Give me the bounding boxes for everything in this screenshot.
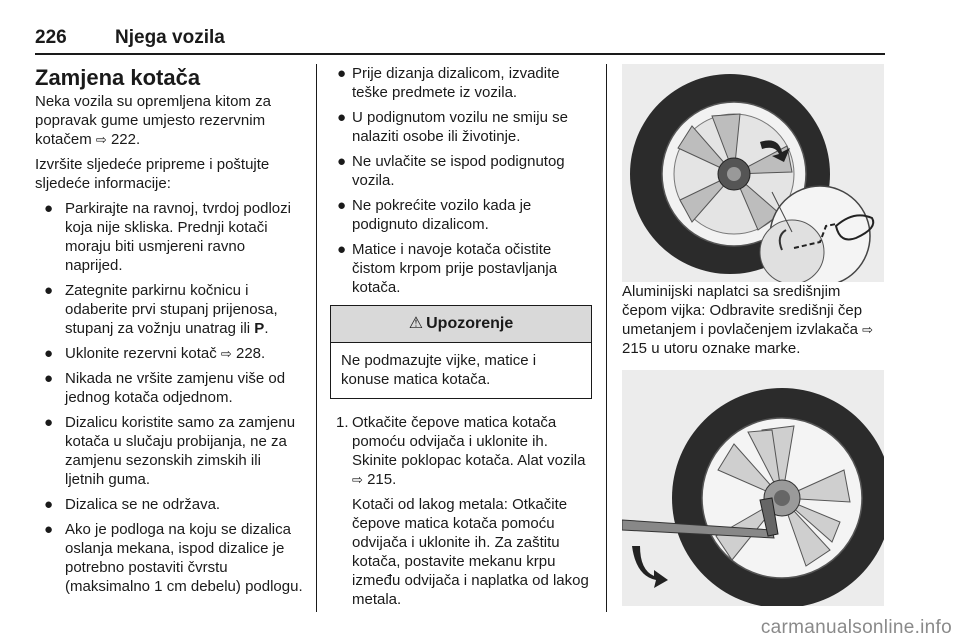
list-item: ● Dizalicu koristite samo za zamjenu kotača u slučaju probijanja, ne za zamjenu sezonskih zimskih ili ljetnih guma. (44, 414, 296, 488)
bullet-icon: ● (44, 282, 54, 299)
bullet-icon: ● (337, 241, 347, 258)
list-item: ● U podignutom vozilu ne smiju se nalaziti osobe ili životinje. (337, 109, 568, 145)
bullet-icon: ● (44, 414, 54, 431)
prep-paragraph: Izvršite sljedeće pripreme i poštujte sljedeće informacije: (35, 156, 270, 192)
list-item: ● Zategnite parkirnu kočnicu i odaberite prvi stupanj prijenosa, stupanj za vožnju unatrag ili P. (44, 282, 278, 337)
bullet-icon: ● (337, 65, 347, 82)
section-heading: Zamjena kotača (35, 65, 201, 90)
left-column (35, 64, 303, 602)
gear-letter: P (254, 320, 265, 337)
cross-reference-arrow-icon: ⇨ (862, 322, 874, 337)
bullet-icon: ● (337, 153, 347, 170)
list-item: ● Parkirajte na ravnoj, tvrdoj podlozi koja nije skliska. Prednji kotači moraju biti usmjereni ravno naprijed. (44, 200, 291, 274)
list-item: ● Ne pokrećite vozilo kada je podignuto dizalicom. (337, 197, 532, 233)
warning-title: Upozorenje (426, 315, 514, 332)
bullet-icon: ● (44, 521, 54, 538)
step-number: 1. (336, 414, 349, 431)
bullet-icon: ● (44, 496, 54, 513)
warning-triangle-icon: ⚠ (408, 315, 424, 332)
column-divider-left (316, 64, 317, 612)
page-title: Njega vozila (115, 27, 225, 48)
warning-header (331, 306, 591, 343)
cross-reference-arrow-icon: ⇨ (95, 132, 107, 147)
cross-reference-arrow-icon: ⇨ (352, 472, 363, 487)
column-divider-right (606, 64, 607, 612)
step-list (330, 413, 592, 609)
list-item: ● Ne uvlačite se ispod podignutog vozila. (337, 153, 565, 189)
step-text: Otkačite čepove matica kotača pomoću odvijača i uklonite ih. Skinite poklopac kotača. Alat vozila ⇨ 215. (352, 414, 586, 488)
bullet-icon: ● (44, 345, 54, 362)
step-text-alloy: Kotači od lakog metala: Otkačite čepove matica kotača pomoću odvijača i uklonite ih. Za zaštitu kotača, postavite mekanu krpu između odvijača i naplatka od lakog metala. (352, 496, 589, 608)
header-divider (35, 53, 885, 55)
bullet-icon: ● (337, 197, 347, 214)
bullet-icon: ● (337, 109, 347, 126)
list-item: ● Dizalica se ne održava. (44, 496, 221, 513)
list-item: ● Matice i navoje kotača očistite čistom krpom prije postavljanja kotača. (337, 241, 558, 296)
preparation-list (35, 199, 303, 596)
watermark: carmanualsonline.info (760, 617, 952, 638)
list-item: ● Uklonite rezervni kotač ⇨ 228. (44, 345, 266, 362)
wheel-cap-removal-illustration (622, 370, 884, 606)
list-item: ● Prije dizanja dizalicom, izvadite teške predmete iz vozila. (337, 65, 560, 101)
list-item: ● Ako je podloga na koju se dizalica oslanja mekana, ispod dizalice je potrebno postaviti čvrstu (maksimalno 1 cm debelu) podlogu. (44, 521, 303, 595)
warning-box (330, 305, 592, 399)
bullet-icon: ● (44, 370, 54, 387)
bullet-icon: ● (44, 200, 54, 217)
intro-paragraph: Neka vozila su opremljena kitom za popravak gume umjesto rezervnim kotačem ⇨ 222. (35, 93, 271, 148)
right-column (622, 64, 888, 606)
warning-text: Ne podmazujte vijke, matice i konuse matica kotača. (341, 352, 537, 388)
middle-column (330, 64, 592, 615)
page-number: 226 (35, 27, 67, 48)
page-header (35, 26, 885, 50)
figure-caption: Aluminijski naplatci sa središnjim čepom vijka: Odbravite središnji čep umetanjem i povlačenjem izvlakača ⇨ 215 u utoru oznake marke. (622, 283, 874, 357)
safety-list (330, 64, 592, 297)
alloy-wheel-center-cap-illustration (622, 64, 884, 282)
cross-reference-arrow-icon: ⇨ (220, 346, 232, 361)
list-item: ● Nikada ne vršite zamjenu više od jednog kotača odjednom. (44, 370, 286, 406)
